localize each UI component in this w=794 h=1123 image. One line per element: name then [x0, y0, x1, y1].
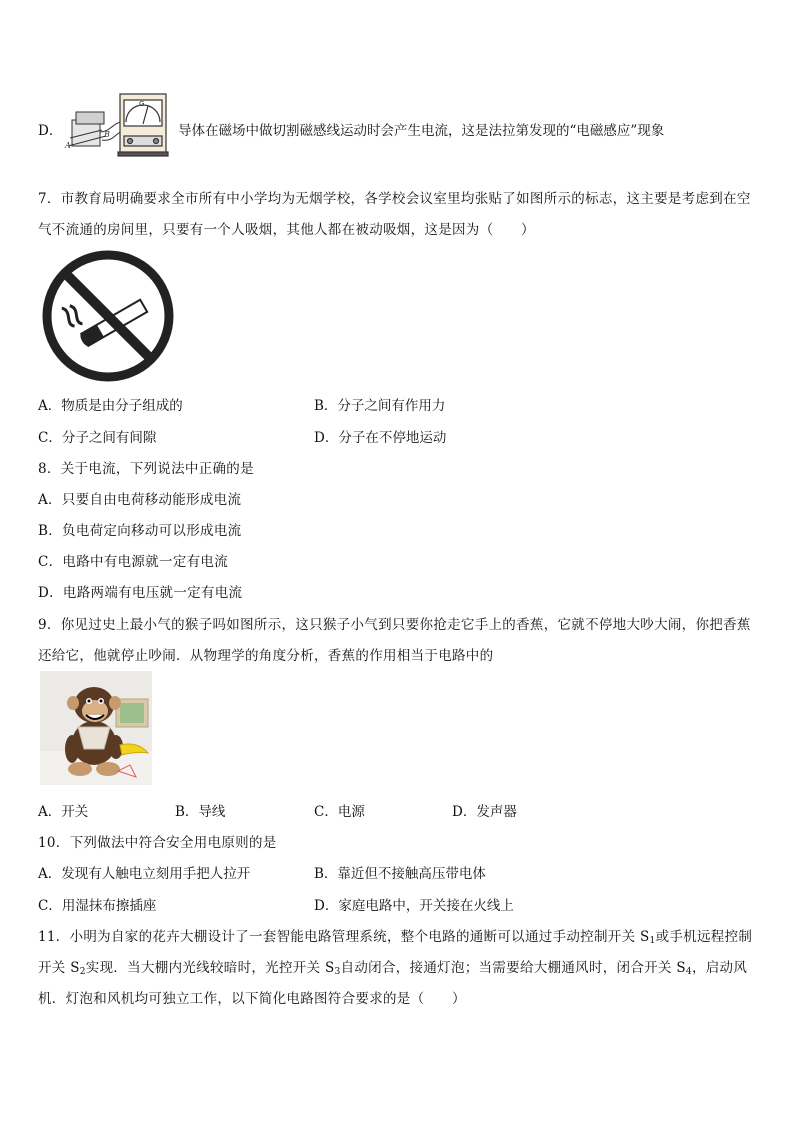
q9-option-a: A．开关: [38, 804, 89, 820]
q10-option-b: B．靠近但不接触高压带电体: [314, 866, 486, 882]
q7-option-b: B．分子之间有作用力: [314, 398, 446, 414]
q7-line2: 气不流通的房间里，只要有一个人吸烟，其他人都在被动吸烟，这是因为（ ）: [38, 222, 535, 238]
q10-option-c: C．用湿抹布擦插座: [38, 898, 157, 914]
q10-stem: 10．下列做法中符合安全用电原则的是: [38, 835, 277, 851]
q9-line2: 还给它，他就停止吵闹．从物理学的角度分析，香蕉的作用相当于电路中的: [38, 648, 494, 664]
q6-option-d-text: 导体在磁场中做切割磁感线运动时会产生电流，这是法拉第发现的“电磁感应”现象: [178, 123, 665, 139]
q7-line1: 7．市教育局明确要求全市所有中小学均为无烟学校，各学校会议室里均张贴了如图所示的标志，这主要是考虑到在空: [38, 191, 751, 207]
q9-option-b: B．导线: [175, 804, 226, 820]
galvanometer-letter: G: [139, 100, 145, 108]
q7-option-a: A．物质是由分子组成的: [38, 398, 183, 414]
q9-option-c: C．电源: [314, 804, 365, 820]
q9-option-d: D．发声器: [452, 804, 517, 820]
q8-option-b: B．负电荷定向移动可以形成电流: [38, 523, 242, 539]
monkey-toy-photo: [40, 671, 152, 785]
q9-line1: 9．你见过史上最小气的猴子吗如图所示，这只猴子小气到只要你抢走它手上的香蕉，它就不停地大吵大闹，你把香蕉: [38, 617, 751, 633]
q8-option-a: A．只要自由电荷移动能形成电流: [38, 492, 242, 508]
q11-line2: 开关 $S_2$实现．当大棚内光线较暗时，光控开关 $S_3$自动闭合，接通灯泡；当需要给大棚通风时，闭合开关 $S_4$，启动风: [38, 960, 748, 977]
q11-line1: 11．小明为自家的花卉大棚设计了一套智能电路管理系统，整个电路的通断可以通过手动控制开关 $S_1$或手机远程控制: [38, 929, 753, 946]
apparatus-letter-b: B: [104, 130, 110, 139]
q7-option-d: D．分子在不停地运动: [314, 430, 447, 446]
q8-option-d: D．电路两端有电压就一定有电流: [38, 585, 243, 601]
q11-line3: 机．灯泡和风机均可独立工作，以下简化电路图符合要求的是（ ）: [38, 991, 466, 1007]
q8-stem: 8．关于电流，下列说法中正确的是: [38, 461, 254, 477]
q6-option-d-label: D．: [38, 123, 63, 139]
q10-option-a: A．发现有人触电立刻用手把人拉开: [38, 866, 251, 882]
no-smoking-sign: [40, 248, 176, 384]
apparatus-letter-a: A: [65, 141, 71, 150]
electromagnetic-induction-figure: [62, 92, 172, 158]
q10-option-d: D．家庭电路中，开关接在火线上: [314, 898, 514, 914]
q8-option-c: C．电路中有电源就一定有电流: [38, 554, 229, 570]
q7-option-c: C．分子之间有间隙: [38, 430, 157, 446]
